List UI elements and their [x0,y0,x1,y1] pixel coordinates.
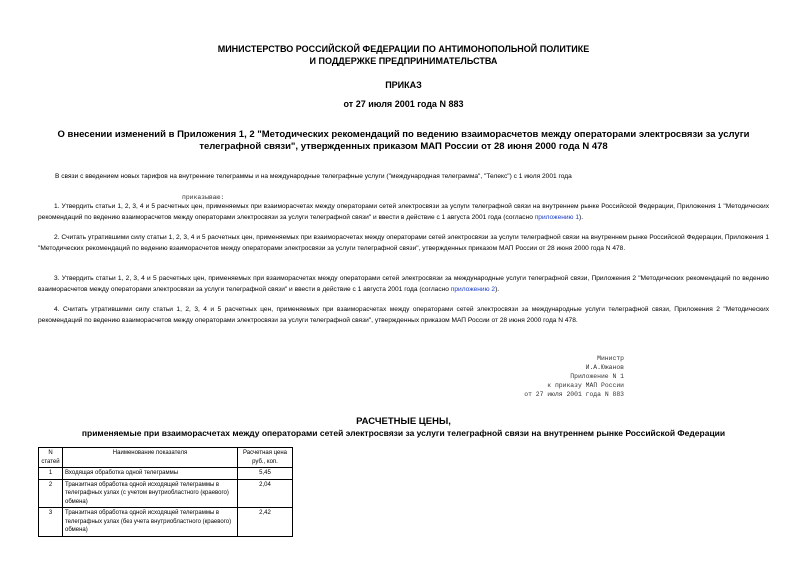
order-item-1 [38,201,769,223]
order-item-4: 4. Считать утратившими силу статьи 1, 2, 3, 4 и 5 расчетных цен, применяемых при взаиморасчетах между операторами сетей электросвязи за международные услуги телеграфной связи, Приложения 2 "Методических рекомендаций по ведению взаиморасчетов между операторами электросвязи за услуги телеграфной связи", утвержденных приказом МАП России от 28 июня 2000 года N 478. [38,306,769,324]
row-number: 2 [39,479,63,508]
ministry-name-line1: МИНИСТЕРСТВО РОССИЙСКОЙ ФЕДЕРАЦИИ ПО АНТИМОНОПОЛЬНОЙ ПОЛИТИКЕ [217,44,590,54]
table-row [39,508,293,537]
row-number: 3 [39,508,63,537]
document-type: ПРИКАЗ [385,80,422,90]
signature-title: Министр [597,355,624,362]
appendix-ref-line3: от 27 июля 2001 года N 883 [524,391,624,398]
column-header-indicator: Наименование показателя [63,448,238,468]
order-item-1-text: 1. Утвердить статьи 1, 2, 3, 4 и 5 расчетных цен, применяемых при взаиморасчетах между операторами сетей электросвязи за услуги телеграфной связи на внутреннем рынке Российской Федерации, Приложения 1 "Методических рекомендаций по ведению взаиморасчетов между операторами электросвязи за услуги телеграфной связи" и ввести в действие с 1 августа 2001 года (согласно [38,203,769,221]
signature-block [586,354,624,372]
order-word: приказываю: [182,194,225,201]
appendix-2-link[interactable]: приложению 2 [450,286,496,293]
column-header-number: N статей [39,448,63,468]
order-item-3-tail: ). [495,286,500,293]
ministry-name-line2: И ПОДДЕРЖКЕ ПРЕДПРИНИМАТЕЛЬСТВА [309,56,498,66]
column-header-price: Расчетная цена руб., коп. [238,448,293,468]
row-price: 2,42 [238,508,293,537]
row-price: 5,45 [238,468,293,480]
order-item-3-text: 3. Утвердить статьи 1, 2, 3, 4 и 5 расчетных цен, применяемых при взаиморасчетах между операторами сетей электросвязи за международные услуги телеграфной связи, Приложения 2 "Методических рекомендаций по ведению взаиморасчетов между операторами электросвязи за услуги телеграфной связи" и ввести в действие с 1 августа 2001 года (согласно [38,275,769,293]
signature-name: И.А.Южанов [585,364,624,371]
row-indicator: Транзитная обработка одной исходящей телеграммы в телеграфных узлах (с учетом внутриобластного (краевого) обмена) [63,479,238,508]
prices-table [38,447,293,537]
appendix-1-link[interactable]: приложению 1 [534,214,580,221]
document-date-number: от 27 июля 2001 года N 883 [343,99,464,109]
order-item-3 [38,273,769,295]
section-subtitle: применяемые при взаиморасчетах между операторами сетей электросвязи за услуги телеграфной связи на внутреннем рынке Российской Федерации [81,428,726,438]
row-indicator: Транзитная обработка одной исходящей телеграммы в телеграфных узлах (без учета внутриобластного (краевого) обмена) [63,508,238,537]
row-price: 2,04 [238,479,293,508]
appendix-ref-line2: к приказу МАП России [547,382,624,389]
appendix-ref-line1: Приложение N 1 [570,373,624,380]
row-number: 1 [39,468,63,480]
table-header-row [39,448,293,468]
row-indicator: Входящая обработка одной телеграммы [63,468,238,480]
document-title: О внесении изменений в Приложения 1, 2 "Методических рекомендаций по ведению взаиморасчетов между операторами электросвязи за услуги телеграфной связи", утвержденных приказом МАП России от 28 июня 2000 года N 478 [57,129,750,152]
order-item-1-tail: ). [579,214,584,221]
order-item-2: 2. Считать утратившими силу статьи 1, 2, 3, 4 и 5 расчетных цен, применяемых при взаиморасчетах между операторами сетей электросвязи за услуги телеграфной связи на внутреннем рынке Российской Федерации, Приложения 1 "Методических рекомендаций по ведению взаиморасчетов между операторами электросвязи за услуги телеграфной связи", утвержденных приказом МАП России от 28 июня 2000 года N 478. [38,234,769,252]
appendix-reference [524,372,624,399]
table-row [39,479,293,508]
intro-paragraph: В связи с введением новых тарифов на внутренние телеграммы и на международные телеграфные услуги ("международная телеграмма", "Телекс") с 1 июля 2001 года [55,173,572,180]
table-row [39,468,293,480]
section-title: РАСЧЕТНЫЕ ЦЕНЫ, [356,416,451,427]
